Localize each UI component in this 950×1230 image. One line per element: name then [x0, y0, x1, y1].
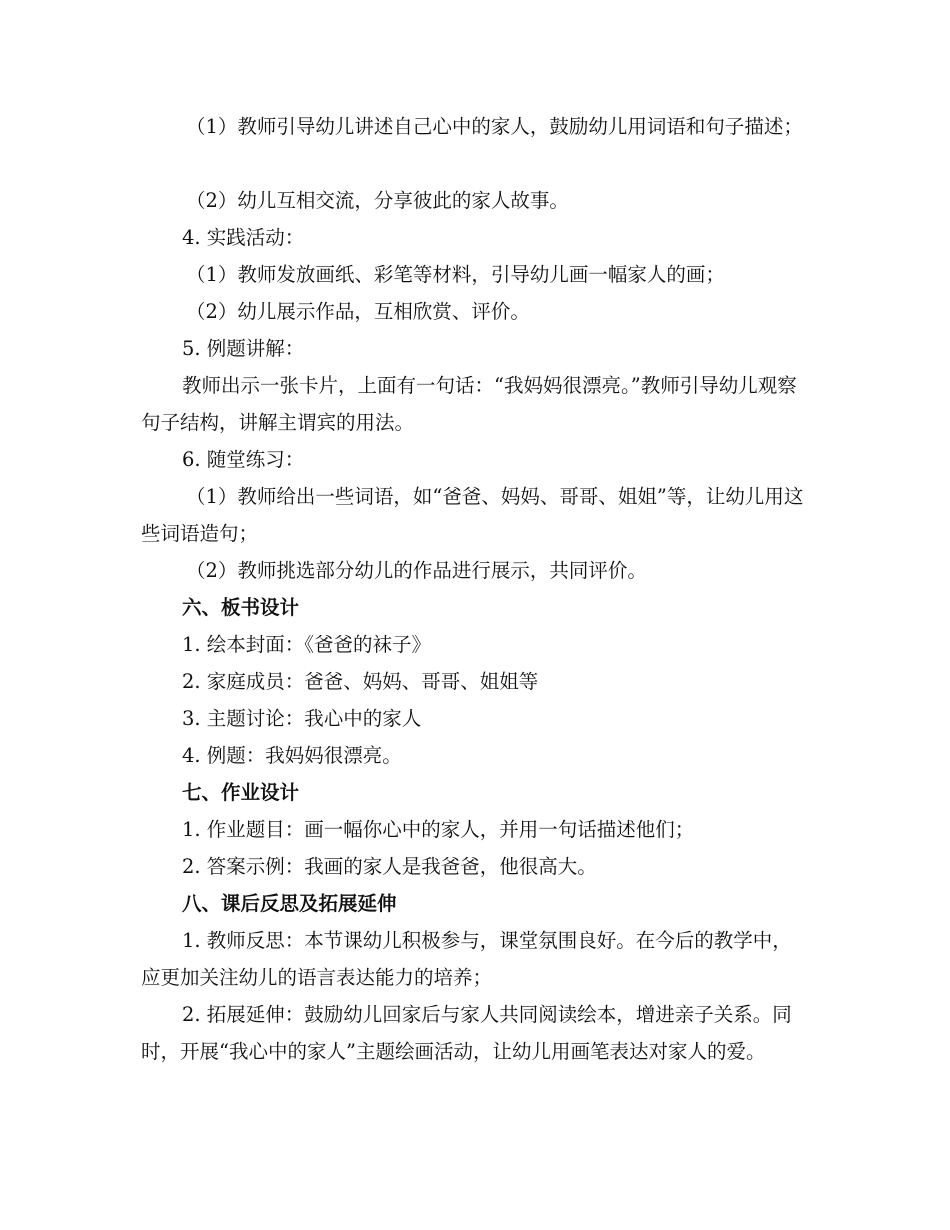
homework-item: 1. 作业题目：画一幅你心中的家人，并用一句话描述他们； — [182, 818, 695, 841]
step-5-title: 5. 例题讲解： — [182, 337, 305, 360]
section-heading-homework: 七、作业设计 — [182, 781, 300, 804]
step-4-title: 4. 实践活动： — [182, 226, 305, 249]
paragraph-step-6-2: （2）教师挑选部分幼儿的作品进行展示，共同评价。 — [186, 559, 647, 582]
paragraph-step-3-2: （2）幼儿互相交流，分享彼此的家人故事。 — [186, 189, 569, 212]
section-heading-reflection: 八、课后反思及拓展延伸 — [182, 892, 397, 915]
paragraph-step-4-1: （1）教师发放画纸、彩笔等材料，引导幼儿画一幅家人的画； — [186, 263, 725, 286]
step-6-title: 6. 随堂练习： — [182, 448, 305, 471]
paragraph-step-3-1: （1）教师引导幼儿讲述自己心中的家人，鼓励幼儿用词语和句子描述； — [186, 115, 803, 138]
board-item: 4. 例题：我妈妈很漂亮。 — [182, 744, 402, 767]
homework-item: 2. 答案示例：我画的家人是我爸爸，他很高大。 — [182, 855, 597, 878]
paragraph-step-5: 教师出示一张卡片，上面有一句话：“我妈妈很漂亮。”教师引导幼儿观察句子结构，讲解主谓宾的用法。 — [141, 374, 797, 434]
paragraph-step-6-1: （1）教师给出一些词语，如“爸爸、妈妈、哥哥、姐姐”等，让幼儿用这些词语造句； — [141, 485, 804, 545]
section-heading-board-design: 六、板书设计 — [182, 596, 300, 619]
board-item: 3. 主题讨论：我心中的家人 — [182, 707, 422, 730]
reflection-item: 2. 拓展延伸：鼓励幼儿回家后与家人共同阅读绘本，增进亲子关系。同时，开展“我心中的家人”主题绘画活动，让幼儿用画笔表达对家人的爱。 — [141, 1003, 792, 1063]
board-item: 2. 家庭成员：爸爸、妈妈、哥哥、姐姐等 — [182, 670, 539, 693]
paragraph-step-4-2: （2）幼儿展示作品，互相欣赏、评价。 — [186, 300, 530, 323]
reflection-item: 1. 教师反思：本节课幼儿积极参与，课堂氛围良好。在今后的教学中，应更加关注幼儿的语言表达能力的培养； — [141, 929, 792, 989]
board-item: 1. 绘本封面：《爸爸的袜子》 — [182, 633, 432, 656]
